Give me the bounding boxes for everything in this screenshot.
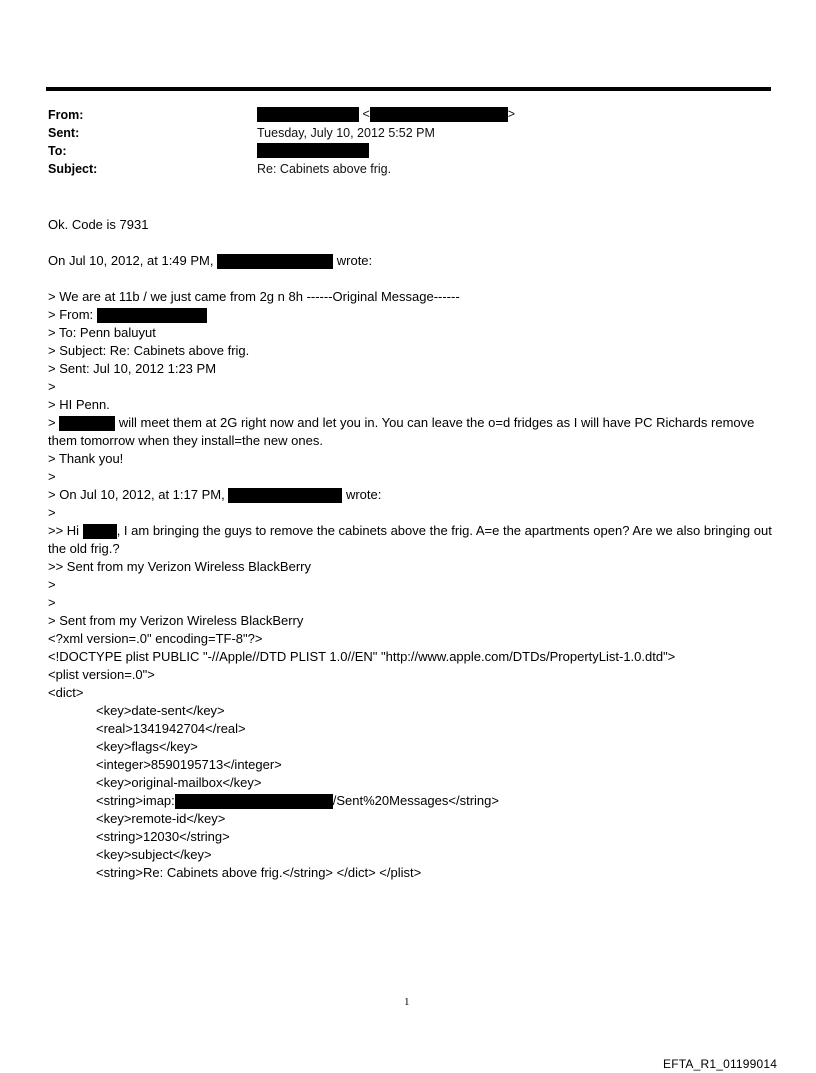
redaction-box [97,308,207,323]
message-body [48,216,773,882]
from-email-close: > [507,107,516,121]
xml-line: <key>remote-id</key> [96,811,226,826]
quoted-line: > [48,379,56,394]
quoted-line: >> Sent from my Verizon Wireless BlackBerry [48,559,311,574]
quoted-line: > Subject: Re: Cabinets above frig. [48,343,250,358]
subject-label: Subject: [48,162,98,176]
body-line: Ok. Code is 7931 [48,217,149,232]
xml-line: <plist version=.0"> [48,667,155,682]
xml-line: <string>imap: /Sent%20Messages</string> [96,793,499,808]
xml-line: <key>subject</key> [96,847,212,862]
xml-line: <integer>8590195713</integer> [96,757,282,772]
xml-line: <?xml version=.0" encoding=TF-8"?> [48,631,263,646]
xml-line: <key>date-sent</key> [96,703,225,718]
redaction-box [217,254,333,269]
sent-value: Tuesday, July 10, 2012 5:52 PM [257,126,435,140]
from-label: From: [48,108,84,122]
quoted-line: > HI Penn. [48,397,110,412]
xml-line: <!DOCTYPE plist PUBLIC "-//Apple//DTD PLIST 1.0//EN" "http://www.apple.com/DTDs/PropertyList-1.0.dtd"> [48,649,676,664]
redaction-box [257,143,369,158]
redaction-box [59,416,115,431]
from-value [257,107,515,122]
quoted-line: > Thank you! [48,451,124,466]
quoted-line: > [48,505,56,520]
redaction-box [257,107,359,122]
quoted-line: > [48,577,56,592]
from-email-open: < [362,107,370,121]
xml-line: <string>Re: Cabinets above frig.</string> </dict> </plist> [96,865,422,880]
xml-line: <dict> [48,685,84,700]
header-rule [46,87,771,91]
quoted-line: > [48,469,56,484]
quoted-line: > To: Penn baluyut [48,325,156,340]
redaction-box [370,107,508,122]
quoted-line: > Sent: Jul 10, 2012 1:23 PM [48,361,217,376]
redaction-box [83,524,117,539]
redaction-box [175,794,333,809]
body-line: On Jul 10, 2012, at 1:49 PM, wrote: [48,253,373,268]
quoted-line: > [48,595,56,610]
quoted-line: > We are at 11b / we just came from 2g n 8h ------Original Message------ [48,289,460,304]
quoted-line: > will meet them at 2G right now and let you in. You can leave the o=d fridges as I will have PC Richards remove them tomorrow when they install=the new ones. [48,415,755,448]
quoted-line: > On Jul 10, 2012, at 1:17 PM, wrote: [48,487,382,502]
redaction-box [228,488,342,503]
subject-value: Re: Cabinets above frig. [257,162,392,176]
page-number: 1 [404,996,410,1008]
quoted-line: > From: [48,306,773,324]
xml-line: <key>original-mailbox</key> [96,775,262,790]
xml-line: <string>12030</string> [96,829,230,844]
to-label: To: [48,144,67,158]
xml-line: <real>1341942704</real> [96,721,246,736]
sent-label: Sent: [48,126,80,140]
to-value [257,143,369,158]
document-id: EFTA_R1_01199014 [663,1057,778,1071]
quoted-line: > Sent from my Verizon Wireless BlackBerry [48,613,304,628]
quoted-line: >> Hi , I am bringing the guys to remove the cabinets above the frig. A=e the apartments open? Are we also bringing out the old frig.? [48,523,772,556]
xml-line: <key>flags</key> [96,739,198,754]
